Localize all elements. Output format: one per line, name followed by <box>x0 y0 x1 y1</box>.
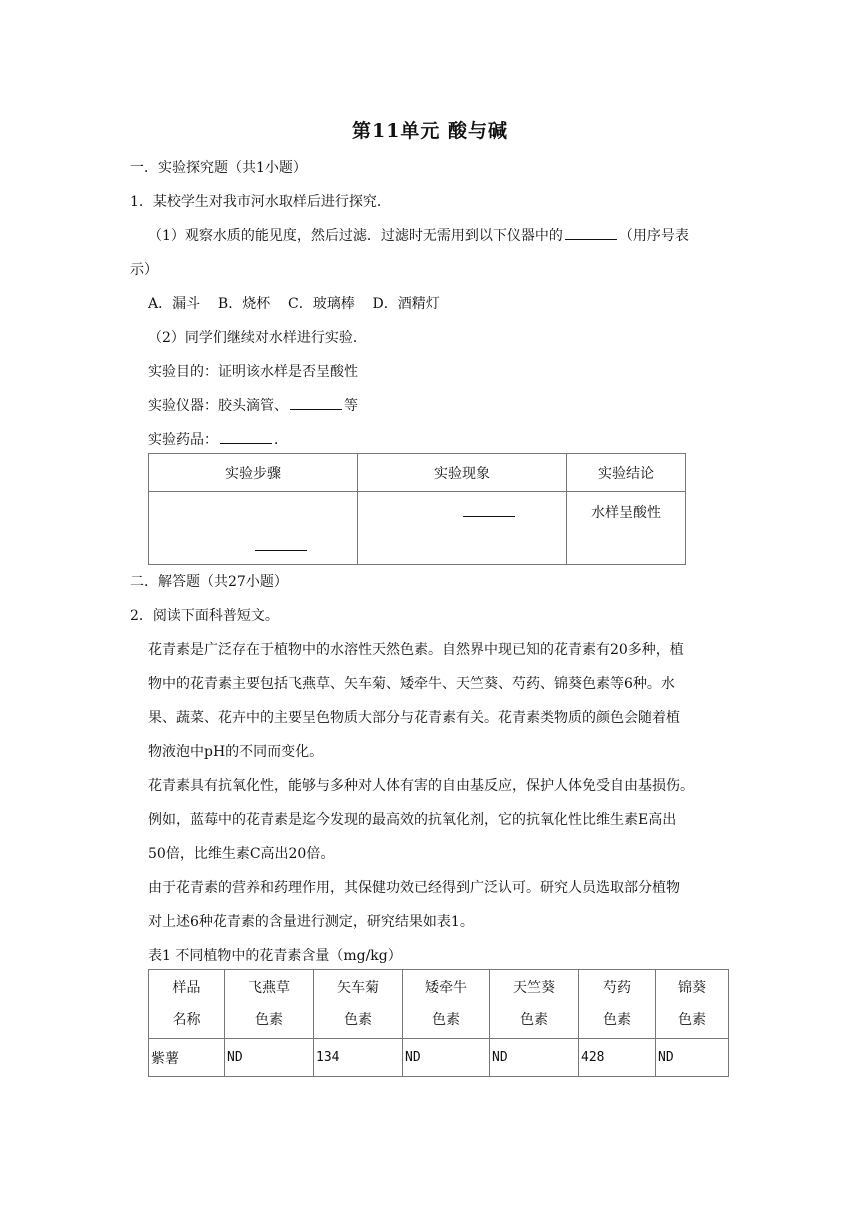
header-text: 矮牵牛 <box>425 980 467 996</box>
header-text: 矢车菊 <box>337 980 379 996</box>
table-header-steps: 实验步骤 <box>149 454 358 492</box>
header-text: 色素 <box>520 1012 548 1028</box>
experiment-instruments <box>148 395 358 415</box>
answer-blank <box>255 536 307 551</box>
experiment-purpose: 实验目的：证明该水样是否呈酸性 <box>148 364 358 380</box>
answer-blank <box>565 225 617 240</box>
table-cell: ND <box>403 1039 490 1077</box>
header-petunidin <box>403 970 490 1039</box>
header-text: 天竺葵 <box>513 980 555 996</box>
header-text: 样品 <box>172 980 201 996</box>
question1-part1-cont: 示） <box>130 262 158 278</box>
header-text: 名称 <box>172 1012 201 1028</box>
paragraph-1-line: 物液泡中pH的不同而变化。 <box>148 744 324 760</box>
table-header-phenomena: 实验现象 <box>358 454 567 492</box>
header-text: 飞燕草 <box>248 980 290 996</box>
question1-intro: 1．某校学生对我市河水取样后进行探究． <box>130 194 391 210</box>
header-peonidin <box>579 970 656 1039</box>
document-title: 第11单元 酸与碱 <box>351 120 509 142</box>
answer-blank <box>290 395 342 410</box>
section1-heading: 一．实验探究题（共1小题） <box>130 160 307 176</box>
header-text: 色素 <box>344 1012 372 1028</box>
paragraph-2-line: 花青素具有抗氧化性，能够与多种对人体有害的自由基反应，保护人体免受自由基损伤。 <box>148 778 694 794</box>
reagents-text: 实验药品： <box>148 432 218 448</box>
table-cell-phenomena <box>358 492 567 565</box>
anthocyanin-table <box>148 969 729 1077</box>
table-cell: ND <box>490 1039 579 1077</box>
header-cyanidin <box>314 970 403 1039</box>
table-row <box>149 1039 729 1077</box>
header-text: 色素 <box>432 1012 460 1028</box>
paragraph-3-line: 由于花青素的营养和药理作用，其保健功效已经得到广泛认可。研究人员选取部分植物 <box>148 880 680 896</box>
header-sample-name <box>149 970 225 1039</box>
paragraph-3-line: 对上述6种花青素的含量进行测定，研究结果如表1。 <box>148 914 474 930</box>
paragraph-2-line: 例如，蓝莓中的花青素是迄今发现的最高效的抗氧化剂，它的抗氧化性比维生素E高出 <box>148 812 677 828</box>
table-cell: ND <box>656 1039 729 1077</box>
instruments-suffix: 等 <box>344 398 358 414</box>
question1-part1 <box>148 225 689 245</box>
header-pelargonidin <box>490 970 579 1039</box>
header-text: 芍药 <box>603 980 631 996</box>
answer-blank <box>220 429 272 444</box>
table-cell: 428 <box>579 1039 656 1077</box>
paragraph-2-line: 50倍，比维生素C高出20倍。 <box>148 846 335 862</box>
question1-part1-text: （1）观察水质的能见度，然后过滤．过滤时无需用到以下仪器中的 <box>148 228 563 244</box>
header-text: 锦葵 <box>678 980 706 996</box>
table-header-conclusion: 实验结论 <box>567 454 686 492</box>
table-caption: 表1 不同植物中的花青素含量（mg/kg） <box>148 948 402 964</box>
table-cell: ND <box>225 1039 314 1077</box>
table-cell: 紫薯 <box>149 1039 225 1077</box>
header-delphinidin <box>225 970 314 1039</box>
reagents-suffix: ． <box>274 432 288 448</box>
experiment-table <box>148 453 686 565</box>
header-text: 色素 <box>255 1012 283 1028</box>
table-cell: 134 <box>314 1039 403 1077</box>
table-cell-conclusion: 水样呈酸性 <box>567 492 686 565</box>
paragraph-1-line: 物中的花青素主要包括飞燕草、矢车菊、矮牵牛、天竺葵、芍药、锦葵色素等6种。水 <box>148 676 675 692</box>
header-text: 色素 <box>678 1012 706 1028</box>
instruments-text: 实验仪器：胶头滴管、 <box>148 398 288 414</box>
paragraph-1-line: 花青素是广泛存在于植物中的水溶性天然色素。自然界中现已知的花青素有20多种，植 <box>148 642 684 658</box>
question1-part2: （2）同学们继续对水样进行实验． <box>148 330 367 346</box>
question2-intro: 2．阅读下面科普短文。 <box>130 608 279 624</box>
section2-heading: 二．解答题（共27小题） <box>130 574 288 590</box>
header-text: 色素 <box>603 1012 631 1028</box>
question1-part1-suffix: （用序号表 <box>618 228 689 244</box>
table-cell-steps <box>149 492 358 565</box>
paragraph-1-line: 果、蔬菜、花卉中的主要呈色物质大部分与花青素有关。花青素类物质的颜色会随着植 <box>148 710 680 726</box>
experiment-reagents <box>148 429 288 449</box>
answer-blank <box>463 502 515 517</box>
question1-options: A．漏斗 B．烧杯 C．玻璃棒 D．酒精灯 <box>148 296 440 312</box>
header-malvidin <box>656 970 729 1039</box>
